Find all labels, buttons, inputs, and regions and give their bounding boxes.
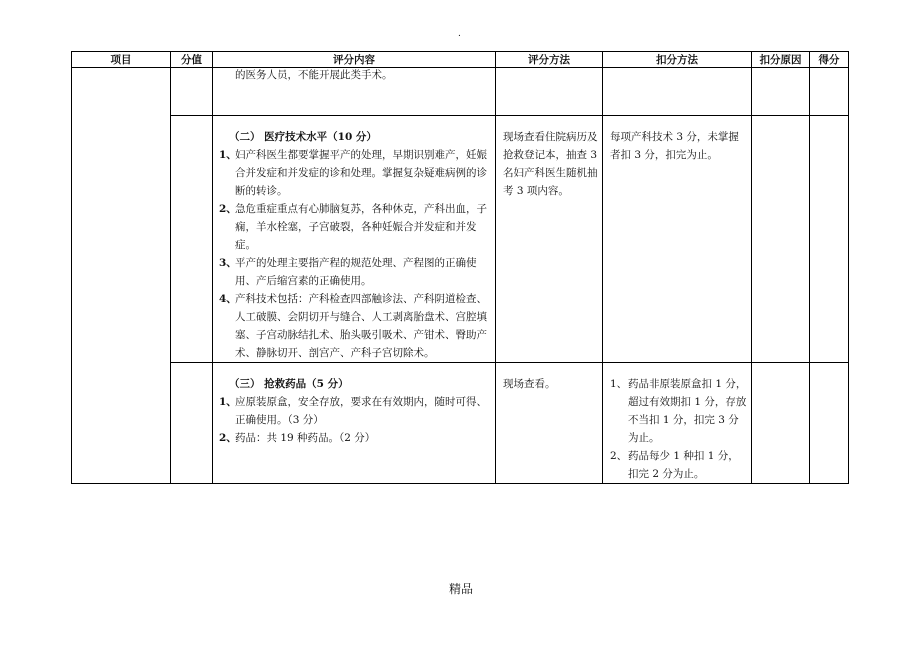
scoring-table — [71, 51, 849, 484]
item-text: 应原装原盒，安全存放，要求在有效期内，随时可得、正确使用。（3 分） — [235, 396, 487, 426]
method-cell — [496, 363, 603, 484]
item-number: 1、 — [610, 378, 628, 390]
reason-cell — [752, 363, 810, 484]
reason-cell — [752, 68, 810, 116]
list-item — [219, 146, 491, 200]
deduct-cell — [603, 116, 752, 363]
header-score: 分值 — [171, 52, 213, 68]
item-text: 平产的处理主要指产程的规范处理、产程图的正确使用、产后缩宫素的正确使用。 — [235, 257, 477, 287]
item-text: 妇产科医生都要掌握平产的处理，早期识别难产，妊娠合并发症和并发症的诊和处理。掌握复杂疑难病例的诊断的转诊。 — [235, 149, 487, 197]
table-row — [72, 116, 849, 363]
top-mark: . — [458, 29, 461, 39]
list-item — [219, 290, 491, 362]
item-number: 1、 — [219, 149, 237, 161]
item-number: 3、 — [219, 257, 237, 269]
header-reason: 扣分原因 — [752, 52, 810, 68]
table-row — [72, 68, 849, 116]
header-method: 评分方法 — [496, 52, 603, 68]
header-item: 项目 — [72, 52, 171, 68]
footer-text: 精品 — [449, 582, 474, 596]
points-cell — [810, 363, 849, 484]
score-cell — [171, 116, 213, 363]
row1-content: 的医务人员，不能开展此类手术。 — [235, 69, 393, 81]
list-item — [219, 429, 491, 447]
list-item — [610, 375, 747, 447]
header-points: 得分 — [810, 52, 849, 68]
item-text: 药品每少 1 种扣 1 分，扣完 2 分为止。 — [628, 450, 739, 480]
item-text: 药品：共 19 种药品。（2 分） — [235, 432, 376, 444]
points-cell — [810, 68, 849, 116]
method-text: 现场查看住院病历及抢救登记本，抽查 3 名妇产科医生随机抽考 3 项内容。 — [503, 131, 598, 197]
deduct-cell — [603, 68, 752, 116]
section-title: （三） 抢救药品（5 分） — [229, 378, 349, 390]
item-number: 2、 — [219, 432, 237, 444]
header-row — [72, 52, 849, 68]
item-number: 4、 — [219, 293, 237, 305]
item-text: 急危重症重点有心肺脑复苏，各种休克，产科出血，子痫，羊水栓塞，子宫破裂，各种妊娠合并发症和并发症。 — [235, 203, 487, 251]
list-item — [610, 447, 747, 483]
content-cell — [213, 363, 496, 484]
deduct-text: 每项产科技术 3 分，未掌握者扣 3 分，扣完为止。 — [610, 131, 739, 161]
header-deduct: 扣分方法 — [603, 52, 752, 68]
item-cell — [72, 68, 171, 484]
item-text: 药品非原装原盒扣 1 分，超过有效期扣 1 分，存放不当扣 1 分，扣完 3 分为止。 — [628, 378, 747, 444]
score-cell — [171, 68, 213, 116]
points-cell — [810, 116, 849, 363]
list-item — [219, 254, 491, 290]
method-cell — [496, 116, 603, 363]
method-text: 现场查看。 — [503, 378, 556, 390]
section-title: （二） 医疗技术水平（10 分） — [229, 131, 377, 143]
item-number: 1、 — [219, 396, 237, 408]
content-cell — [213, 116, 496, 363]
list-item — [219, 393, 491, 429]
deduct-cell — [603, 363, 752, 484]
list-item — [219, 200, 491, 254]
table-row — [72, 363, 849, 484]
score-cell — [171, 363, 213, 484]
item-number: 2、 — [610, 450, 628, 462]
header-content: 评分内容 — [213, 52, 496, 68]
reason-cell — [752, 116, 810, 363]
item-text: 产科技术包括：产科检查四部触诊法、产科阴道检查、人工破膜、会阴切开与缝合、人工剥离胎盘术、宫腔填塞、子宫动脉结扎术、胎头吸引吸术、产钳术、臀助产术、静脉切开、剖宫产、产科子宫切除术。 — [235, 293, 487, 359]
method-cell — [496, 68, 603, 116]
item-number: 2、 — [219, 203, 237, 215]
content-cell — [213, 68, 496, 116]
